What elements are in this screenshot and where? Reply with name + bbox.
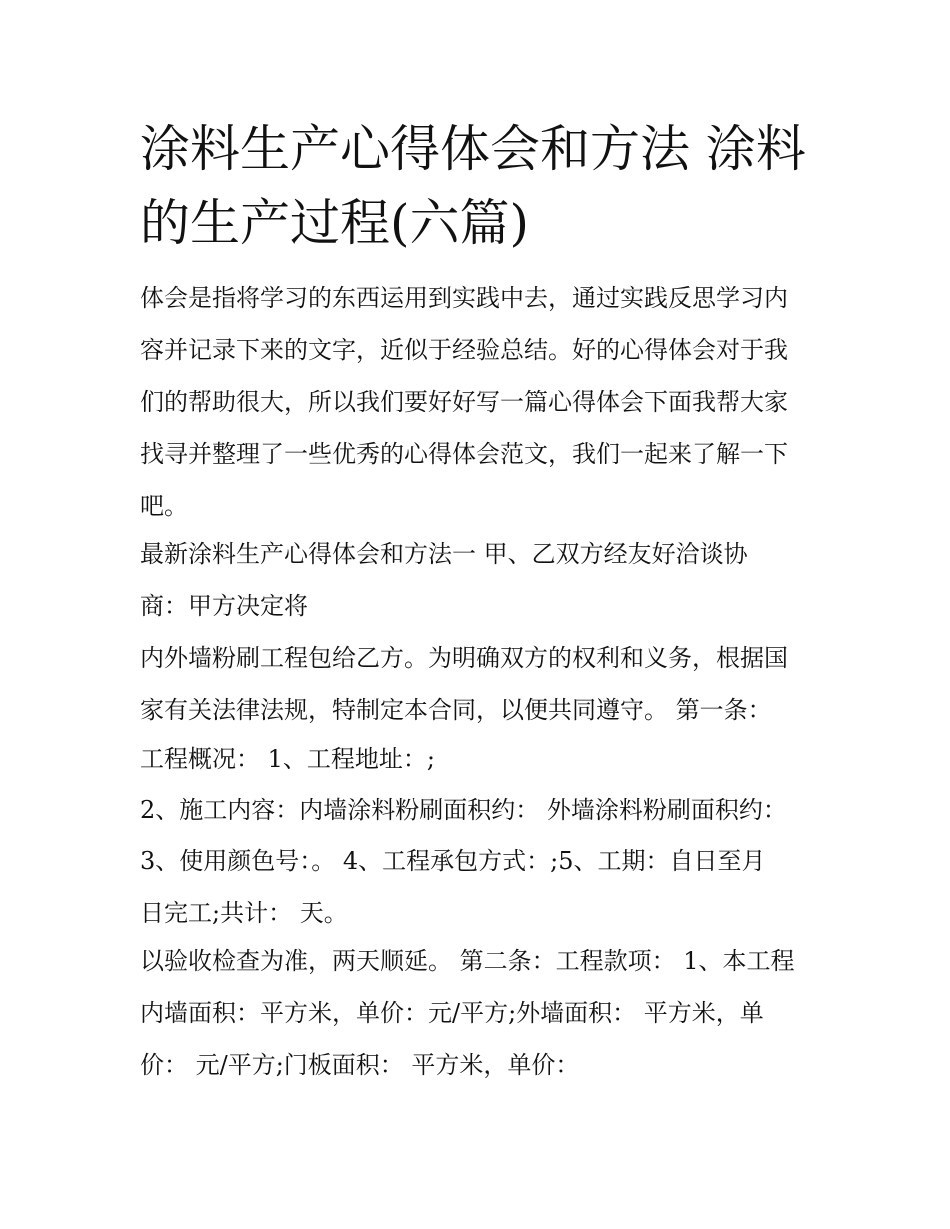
body-line: 最新涂料生产心得体会和方法一 甲、乙双方经友好洽谈协 bbox=[140, 540, 748, 568]
body-line: 容并记录下来的文字，近似于经验总结。好的心得体会对于我 bbox=[140, 336, 788, 364]
body-line: 3、使用颜色号：。 4、工程承包方式：;5、工期：自日至月 bbox=[140, 847, 766, 875]
body-line: 体会是指将学习的东西运用到实践中去，通过实践反思学习内 bbox=[140, 284, 788, 312]
title-line-2: 的生产过程(六篇) bbox=[140, 194, 530, 252]
body-line: 以验收检查为准，两天顺延。 第二条：工程款项： 1、本工程 bbox=[140, 947, 795, 975]
body-line: 日完工;共计： 天。 bbox=[140, 899, 348, 927]
body-line: 找寻并整理了一些优秀的心得体会范文，我们一起来了解一下 bbox=[140, 440, 788, 468]
body-line: 2、施工内容：内墙涂料粉刷面积约： 外墙涂料粉刷面积约： bbox=[140, 796, 787, 824]
document-title bbox=[140, 112, 820, 260]
body-line: 价： 元/平方;门板面积： 平方米，单价： bbox=[140, 1051, 580, 1079]
body-line: 吧。 bbox=[140, 492, 188, 520]
body-line: 家有关法律法规，特制定本合同，以便共同遵守。 第一条： bbox=[140, 696, 772, 724]
body-line: 工程概况： 1、工程地址：; bbox=[140, 745, 435, 773]
body-line: 们的帮助很大，所以我们要好好写一篇心得体会下面我帮大家 bbox=[140, 388, 788, 416]
body-line: 商：甲方决定将 bbox=[140, 592, 308, 620]
body-line: 内墙面积：平方米，单价：元/平方;外墙面积： 平方米，单 bbox=[140, 999, 764, 1027]
body-line: 内外墙粉刷工程包给乙方。为明确双方的权利和义务，根据国 bbox=[140, 644, 788, 672]
title-line-1: 涂料生产心得体会和方法 涂料 bbox=[140, 120, 806, 178]
